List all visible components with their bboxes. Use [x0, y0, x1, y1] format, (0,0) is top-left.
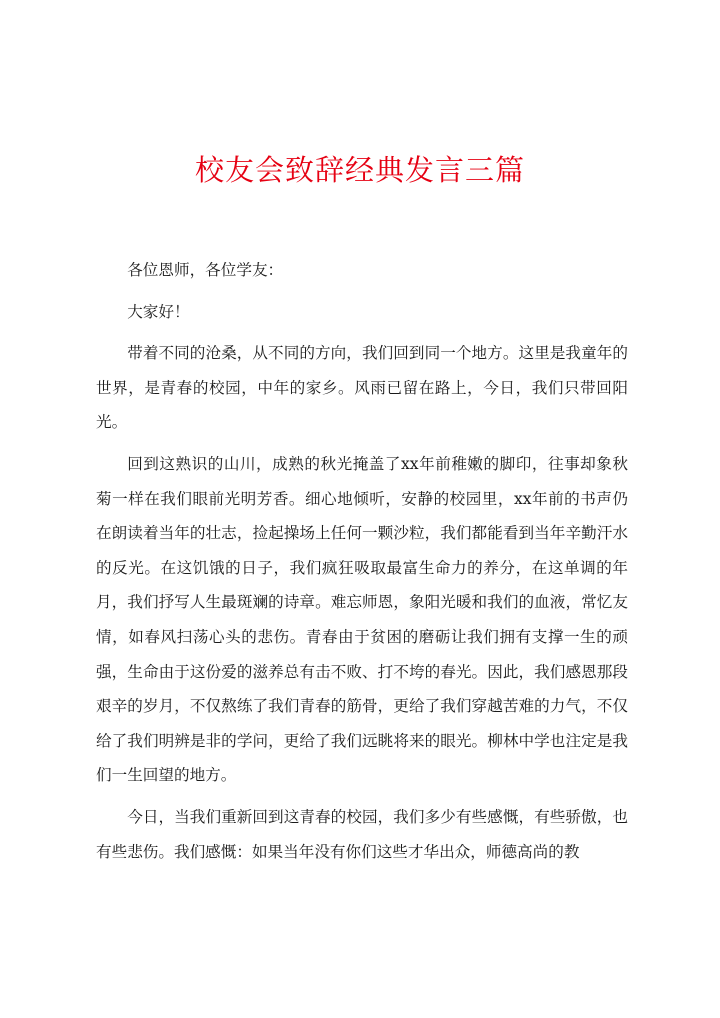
body-paragraph: 今日，当我们重新回到这青春的校园，我们多少有些感慨，有些骄傲，也有些悲伤。我们感慨：如果当年没有你们这些才华出众，师德高尚的教 — [96, 807, 628, 861]
body-paragraph: 回到这熟识的山川，成熟的秋光掩盖了xx年前稚嫩的脚印，往事却象秋菊一样在我们眼前光明芳香。细心地倾听，安静的校园里，xx年前的书声仍在朗读着当年的壮志，捡起操场上任何一颗沙粒，我们都能看到当年辛勤汗水的反光。在这饥饿的日子，我们疯狂吸取最富生命力的养分，在这单调的年月，我们抒写人生最斑斓的诗章。难忘师恩，象阳光暖和我们的血液，常忆友情，如春风扫荡心头的悲伤。青春由于贫困的磨砺让我们拥有支撑一生的顽强，生命由于这份爱的滋养总有击不败、打不垮的春光。因此，我们感恩那段艰辛的岁月，不仅熬练了我们青春的筋骨，更给了我们穿越苦难的力气，不仅给了我们明辨是非的学问，更给了我们远眺将来的眼光。柳林中学也注定是我们一生回望的地方。 — [96, 454, 628, 785]
document-title: 校友会致辞经典发言三篇 — [194, 153, 525, 187]
document-body — [96, 253, 628, 876]
salutation-paragraph: 各位恩师，各位学友： — [127, 261, 284, 279]
greeting-paragraph: 大家好！ — [127, 302, 190, 321]
body-paragraph: 带着不同的沧桑，从不同的方向，我们回到同一个地方。这里是我童年的世界，是青春的校园，中年的家乡。风雨已留在路上，今日，我们只带回阳光。 — [96, 344, 628, 432]
